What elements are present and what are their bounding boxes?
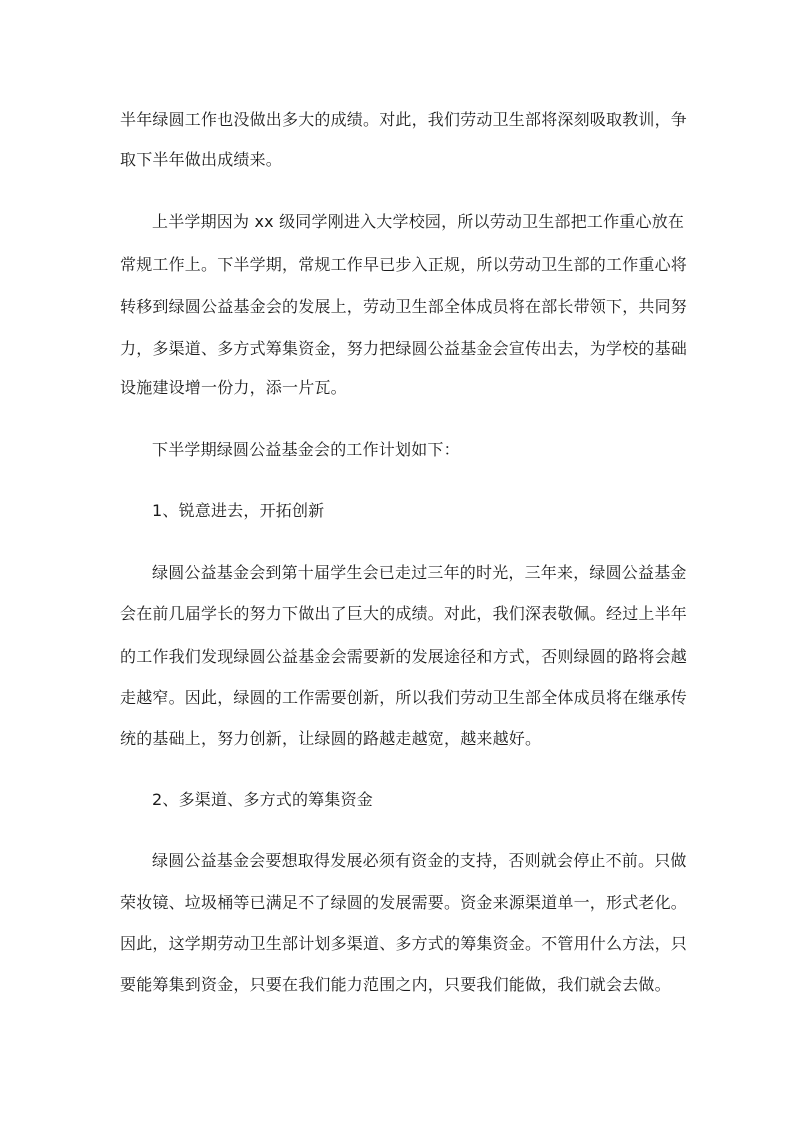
paragraph-line: 半年绿圆工作也没做出多大的成绩。对此，我们劳动卫生部将深刻吸取教训，争 [120,110,688,129]
paragraph-line: 绿圆公益基金会到第十届学生会已走过三年的时光，三年来，绿圆公益基金 [152,563,687,582]
paragraph-line: 上半学期因为 xx 级同学刚进入大学校园，所以劳动卫生部把工作重心放在 [152,212,685,231]
paragraph-line: 绿圆公益基金会要想取得发展必须有资金的支持，否则就会停止不前。只做 [152,851,687,870]
paragraph-line: 走越窄。因此，绿圆的工作需要创新，所以我们劳动卫生部全体成员将在继承传 [120,688,688,707]
paragraph-line: 会在前几届学长的努力下做出了巨大的成绩。对此，我们深表敬佩。经过上半年 [120,604,688,623]
paragraph-line: 统的基础上，努力创新，让绿圆的路越走越宽，越来越好。 [120,729,542,748]
paragraph-line: 取下半年做出成绩来。 [120,150,283,169]
paragraph-line: 下半学期绿圆公益基金会的工作计划如下： [152,440,460,459]
paragraph-line: 的工作我们发现绿圆公益基金会需要新的发展途径和方式，否则绿圆的路将会越 [120,647,688,666]
paragraph-line: 设施建设增一份力，添一片瓦。 [120,378,347,397]
paragraph-line: 要能筹集到资金，只要在我们能力范围之内，只要我们能做，我们就会去做。 [120,975,671,994]
paragraph-line: 力，多渠道、多方式筹集资金，努力把绿圆公益基金会宣传出去，为学校的基础 [120,339,688,358]
paragraph-line: 荣妆镜、垃圾桶等已满足不了绿圆的发展需要。资金来源渠道单一，形式老化。 [120,893,688,912]
paragraph-line: 转移到绿圆公益基金会的发展上，劳动卫生部全体成员将在部长带领下，共同努 [120,297,688,316]
paragraph-line: 因此，这学期劳动卫生部计划多渠道、多方式的筹集资金。不管用什么方法，只 [120,934,688,953]
section-heading: 2、多渠道、多方式的筹集资金 [152,790,373,809]
paragraph-line: 常规工作上。下半学期，常规工作早已步入正规，所以劳动卫生部的工作重心将 [120,255,688,274]
section-heading: 1、锐意进去，开拓创新 [152,501,325,520]
